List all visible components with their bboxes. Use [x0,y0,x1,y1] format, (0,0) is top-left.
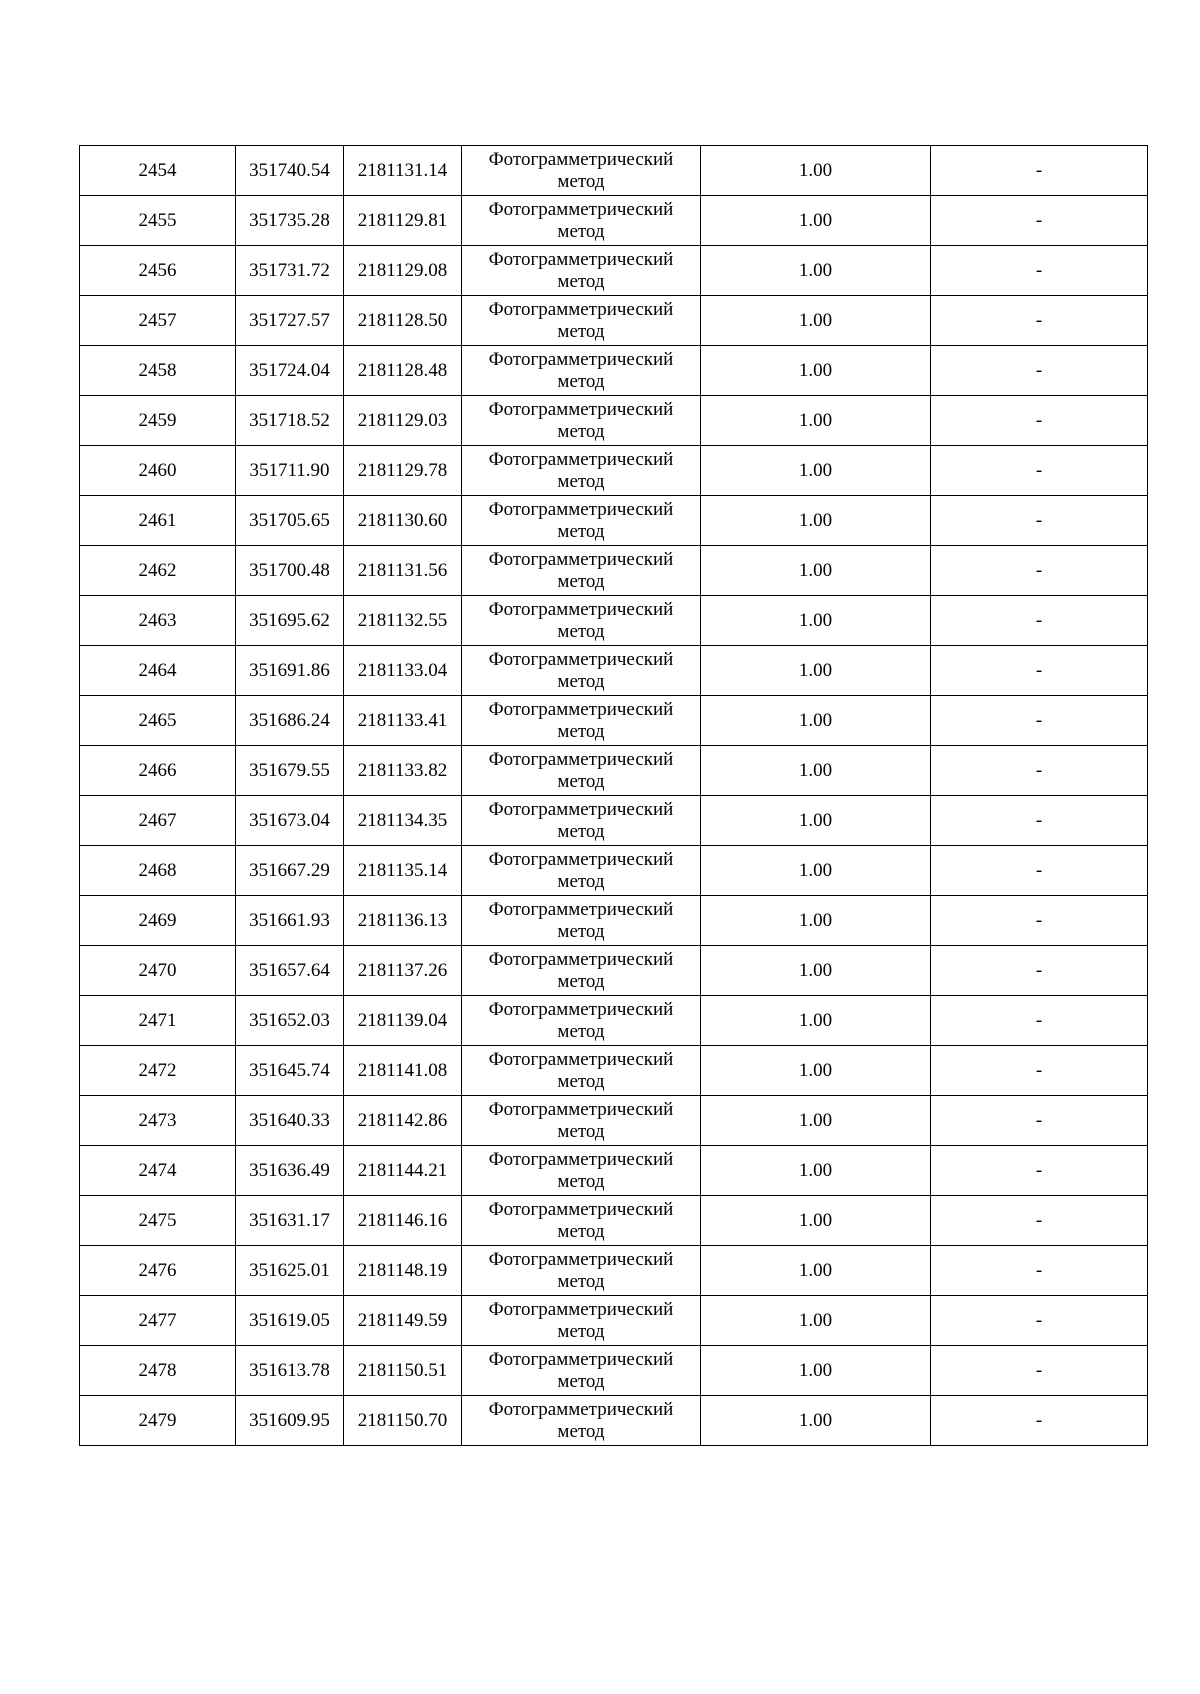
table-row [80,1096,1148,1146]
note-cell: - [931,396,1148,446]
accuracy-cell: 1.00 [701,896,931,946]
y-coordinate-cell: 2181150.70 [344,1396,462,1446]
accuracy-cell: 1.00 [701,1396,931,1446]
coordinates-table-body [80,146,1148,1446]
y-coordinate-cell: 2181128.48 [344,346,462,396]
point-number-cell: 2478 [80,1346,236,1396]
note-cell: - [931,1096,1148,1146]
y-coordinate-cell: 2181130.60 [344,496,462,546]
y-coordinate-cell: 2181141.08 [344,1046,462,1096]
table-row [80,246,1148,296]
x-coordinate-cell: 351691.86 [236,646,344,696]
point-number-cell: 2469 [80,896,236,946]
point-number-cell: 2477 [80,1296,236,1346]
method-cell: Фотограмметрический метод [462,146,701,196]
point-number-cell: 2471 [80,996,236,1046]
table-row [80,596,1148,646]
x-coordinate-cell: 351661.93 [236,896,344,946]
y-coordinate-cell: 2181133.41 [344,696,462,746]
note-cell: - [931,946,1148,996]
method-cell: Фотограмметрический метод [462,246,701,296]
accuracy-cell: 1.00 [701,446,931,496]
y-coordinate-cell: 2181148.19 [344,1246,462,1296]
method-cell: Фотограмметрический метод [462,1246,701,1296]
y-coordinate-cell: 2181149.59 [344,1296,462,1346]
accuracy-cell: 1.00 [701,196,931,246]
note-cell: - [931,996,1148,1046]
point-number-cell: 2473 [80,1096,236,1146]
table-row [80,196,1148,246]
x-coordinate-cell: 351705.65 [236,496,344,546]
x-coordinate-cell: 351700.48 [236,546,344,596]
method-cell: Фотограмметрический метод [462,996,701,1046]
table-row [80,1246,1148,1296]
x-coordinate-cell: 351625.01 [236,1246,344,1296]
table-row [80,396,1148,446]
table-row [80,896,1148,946]
note-cell: - [931,1246,1148,1296]
table-row [80,346,1148,396]
y-coordinate-cell: 2181132.55 [344,596,462,646]
y-coordinate-cell: 2181142.86 [344,1096,462,1146]
method-cell: Фотограмметрический метод [462,646,701,696]
note-cell: - [931,596,1148,646]
accuracy-cell: 1.00 [701,1146,931,1196]
y-coordinate-cell: 2181150.51 [344,1346,462,1396]
table-row [80,146,1148,196]
method-cell: Фотограмметрический метод [462,846,701,896]
note-cell: - [931,496,1148,546]
x-coordinate-cell: 351735.28 [236,196,344,246]
note-cell: - [931,146,1148,196]
x-coordinate-cell: 351609.95 [236,1396,344,1446]
table-row [80,546,1148,596]
method-cell: Фотограмметрический метод [462,496,701,546]
method-cell: Фотограмметрический метод [462,1196,701,1246]
point-number-cell: 2462 [80,546,236,596]
x-coordinate-cell: 351667.29 [236,846,344,896]
x-coordinate-cell: 351740.54 [236,146,344,196]
method-cell: Фотограмметрический метод [462,946,701,996]
note-cell: - [931,1046,1148,1096]
accuracy-cell: 1.00 [701,796,931,846]
table-row [80,1046,1148,1096]
note-cell: - [931,296,1148,346]
accuracy-cell: 1.00 [701,496,931,546]
table-row [80,1196,1148,1246]
point-number-cell: 2472 [80,1046,236,1096]
accuracy-cell: 1.00 [701,1246,931,1296]
x-coordinate-cell: 351673.04 [236,796,344,846]
table-row [80,746,1148,796]
table-row [80,1296,1148,1346]
x-coordinate-cell: 351631.17 [236,1196,344,1246]
point-number-cell: 2464 [80,646,236,696]
note-cell: - [931,646,1148,696]
table-row [80,1396,1148,1446]
note-cell: - [931,1146,1148,1196]
x-coordinate-cell: 351724.04 [236,346,344,396]
accuracy-cell: 1.00 [701,1096,931,1146]
note-cell: - [931,846,1148,896]
y-coordinate-cell: 2181129.81 [344,196,462,246]
x-coordinate-cell: 351613.78 [236,1346,344,1396]
accuracy-cell: 1.00 [701,146,931,196]
table-row [80,946,1148,996]
method-cell: Фотограмметрический метод [462,1146,701,1196]
point-number-cell: 2460 [80,446,236,496]
method-cell: Фотограмметрический метод [462,696,701,746]
method-cell: Фотограмметрический метод [462,346,701,396]
note-cell: - [931,1196,1148,1246]
method-cell: Фотограмметрический метод [462,896,701,946]
y-coordinate-cell: 2181135.14 [344,846,462,896]
accuracy-cell: 1.00 [701,946,931,996]
point-number-cell: 2455 [80,196,236,246]
method-cell: Фотограмметрический метод [462,596,701,646]
point-number-cell: 2468 [80,846,236,896]
y-coordinate-cell: 2181134.35 [344,796,462,846]
table-row [80,446,1148,496]
accuracy-cell: 1.00 [701,696,931,746]
y-coordinate-cell: 2181139.04 [344,996,462,1046]
note-cell: - [931,696,1148,746]
accuracy-cell: 1.00 [701,296,931,346]
accuracy-cell: 1.00 [701,396,931,446]
accuracy-cell: 1.00 [701,596,931,646]
accuracy-cell: 1.00 [701,346,931,396]
accuracy-cell: 1.00 [701,646,931,696]
method-cell: Фотограмметрический метод [462,746,701,796]
table-row [80,696,1148,746]
note-cell: - [931,796,1148,846]
table-row [80,996,1148,1046]
x-coordinate-cell: 351686.24 [236,696,344,746]
y-coordinate-cell: 2181129.78 [344,446,462,496]
method-cell: Фотограмметрический метод [462,196,701,246]
table-row [80,846,1148,896]
y-coordinate-cell: 2181137.26 [344,946,462,996]
x-coordinate-cell: 351645.74 [236,1046,344,1096]
point-number-cell: 2458 [80,346,236,396]
y-coordinate-cell: 2181146.16 [344,1196,462,1246]
point-number-cell: 2466 [80,746,236,796]
y-coordinate-cell: 2181128.50 [344,296,462,346]
method-cell: Фотограмметрический метод [462,796,701,846]
y-coordinate-cell: 2181144.21 [344,1146,462,1196]
point-number-cell: 2459 [80,396,236,446]
point-number-cell: 2470 [80,946,236,996]
note-cell: - [931,1396,1148,1446]
x-coordinate-cell: 351657.64 [236,946,344,996]
x-coordinate-cell: 351727.57 [236,296,344,346]
method-cell: Фотограмметрический метод [462,546,701,596]
note-cell: - [931,246,1148,296]
note-cell: - [931,746,1148,796]
method-cell: Фотограмметрический метод [462,1346,701,1396]
point-number-cell: 2465 [80,696,236,746]
note-cell: - [931,196,1148,246]
accuracy-cell: 1.00 [701,1196,931,1246]
method-cell: Фотограмметрический метод [462,1046,701,1096]
table-row [80,1146,1148,1196]
method-cell: Фотограмметрический метод [462,1096,701,1146]
table-row [80,296,1148,346]
x-coordinate-cell: 351652.03 [236,996,344,1046]
accuracy-cell: 1.00 [701,746,931,796]
y-coordinate-cell: 2181133.82 [344,746,462,796]
table-row [80,796,1148,846]
x-coordinate-cell: 351619.05 [236,1296,344,1346]
x-coordinate-cell: 351679.55 [236,746,344,796]
x-coordinate-cell: 351718.52 [236,396,344,446]
accuracy-cell: 1.00 [701,1296,931,1346]
note-cell: - [931,896,1148,946]
accuracy-cell: 1.00 [701,996,931,1046]
point-number-cell: 2474 [80,1146,236,1196]
table-row [80,1346,1148,1396]
point-number-cell: 2475 [80,1196,236,1246]
accuracy-cell: 1.00 [701,846,931,896]
accuracy-cell: 1.00 [701,546,931,596]
point-number-cell: 2467 [80,796,236,846]
note-cell: - [931,446,1148,496]
table-row [80,646,1148,696]
y-coordinate-cell: 2181129.08 [344,246,462,296]
point-number-cell: 2463 [80,596,236,646]
note-cell: - [931,346,1148,396]
point-number-cell: 2461 [80,496,236,546]
y-coordinate-cell: 2181131.14 [344,146,462,196]
coordinates-table [79,145,1148,1446]
x-coordinate-cell: 351711.90 [236,446,344,496]
note-cell: - [931,1346,1148,1396]
note-cell: - [931,1296,1148,1346]
method-cell: Фотограмметрический метод [462,446,701,496]
accuracy-cell: 1.00 [701,246,931,296]
method-cell: Фотограмметрический метод [462,1296,701,1346]
method-cell: Фотограмметрический метод [462,396,701,446]
point-number-cell: 2457 [80,296,236,346]
y-coordinate-cell: 2181133.04 [344,646,462,696]
method-cell: Фотограмметрический метод [462,1396,701,1446]
table-row [80,496,1148,546]
accuracy-cell: 1.00 [701,1346,931,1396]
method-cell: Фотограмметрический метод [462,296,701,346]
accuracy-cell: 1.00 [701,1046,931,1096]
point-number-cell: 2456 [80,246,236,296]
x-coordinate-cell: 351636.49 [236,1146,344,1196]
point-number-cell: 2479 [80,1396,236,1446]
point-number-cell: 2476 [80,1246,236,1296]
y-coordinate-cell: 2181129.03 [344,396,462,446]
y-coordinate-cell: 2181136.13 [344,896,462,946]
y-coordinate-cell: 2181131.56 [344,546,462,596]
x-coordinate-cell: 351640.33 [236,1096,344,1146]
note-cell: - [931,546,1148,596]
x-coordinate-cell: 351695.62 [236,596,344,646]
x-coordinate-cell: 351731.72 [236,246,344,296]
point-number-cell: 2454 [80,146,236,196]
